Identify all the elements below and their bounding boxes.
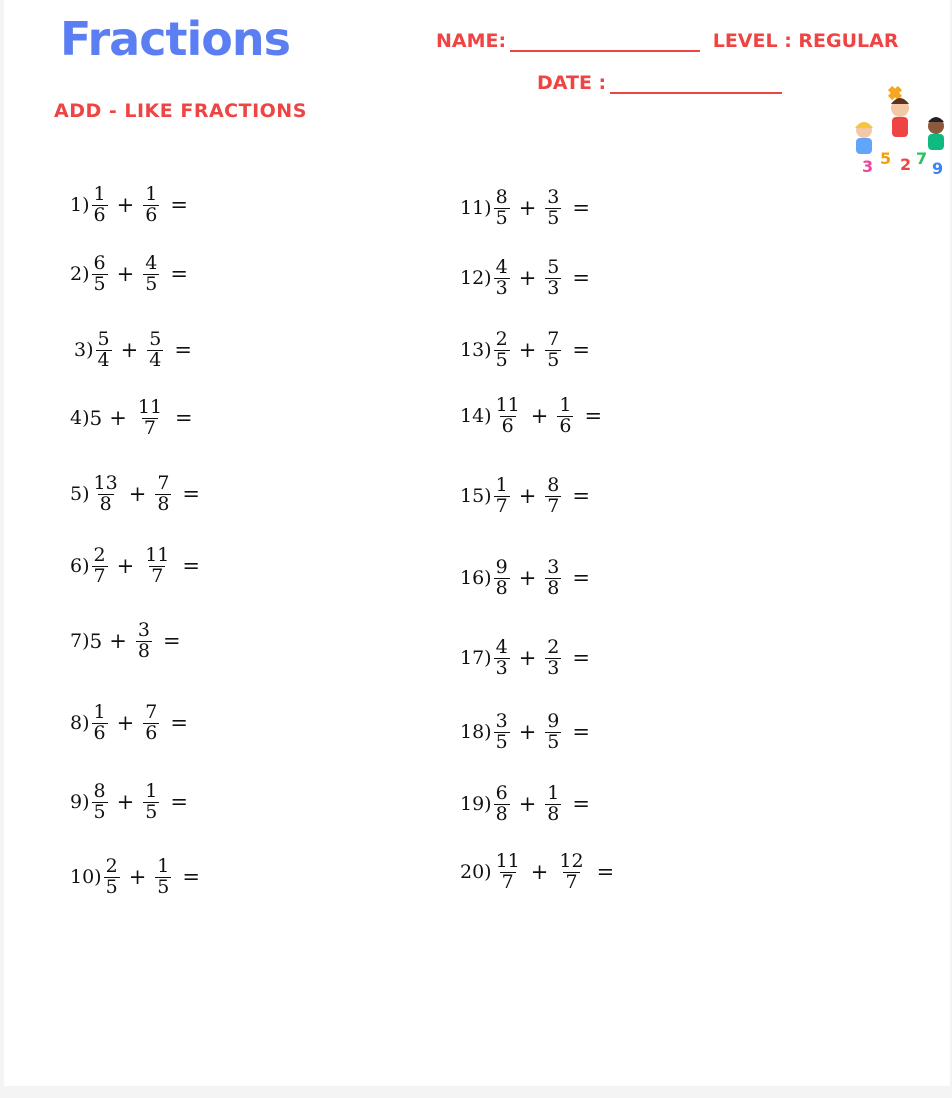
problem-item (70, 782, 188, 823)
page-title: Fractions (60, 12, 290, 66)
denominator: 5 (145, 800, 158, 823)
fraction (494, 396, 522, 437)
equals-sign: = (572, 646, 590, 671)
fraction (545, 258, 561, 299)
denominator: 8 (547, 576, 560, 599)
numerator: 13 (93, 472, 118, 494)
denominator: 6 (93, 721, 106, 744)
problem-number: 14) (460, 405, 492, 428)
date-label: DATE : (537, 72, 607, 94)
fraction (143, 254, 159, 295)
problem-number: 7) (70, 630, 90, 653)
problem-number: 3) (74, 339, 94, 362)
plus-sign: + (116, 262, 135, 287)
fraction (136, 398, 164, 439)
fraction (155, 857, 171, 898)
svg-text:7: 7 (916, 149, 928, 168)
denominator: 3 (547, 276, 560, 299)
denominator: 7 (565, 870, 578, 893)
whole-number: 5 (89, 406, 103, 431)
fraction (147, 330, 163, 371)
worksheet-page (4, 0, 950, 1086)
fraction (494, 258, 510, 299)
fraction (494, 638, 510, 679)
problem-number: 13) (460, 339, 492, 362)
fraction (92, 782, 108, 823)
svg-text:3: 3 (862, 157, 874, 176)
denominator: 6 (93, 203, 106, 226)
fraction (494, 712, 510, 753)
plus-sign: + (518, 566, 537, 591)
plus-sign: + (109, 629, 127, 654)
numerator: 1 (93, 183, 106, 205)
numerator: 1 (559, 394, 572, 416)
equals-sign: = (170, 711, 188, 736)
denominator: 8 (157, 492, 170, 515)
problem-item (70, 703, 188, 744)
numerator: 1 (145, 183, 158, 205)
level-label: LEVEL : REGULAR (712, 30, 899, 52)
equals-sign: = (182, 865, 200, 890)
problem-item (70, 621, 181, 662)
plus-sign: + (530, 404, 549, 429)
plus-sign: + (116, 554, 135, 579)
plus-sign: + (518, 196, 537, 221)
numerator: 4 (145, 252, 158, 274)
numerator: 5 (547, 256, 560, 278)
equals-sign: = (572, 720, 590, 745)
fraction (143, 185, 159, 226)
denominator: 6 (145, 721, 158, 744)
problem-item (70, 857, 200, 898)
fraction (96, 330, 112, 371)
fraction (494, 476, 510, 517)
numerator: 1 (547, 782, 560, 804)
numerator: 11 (137, 396, 163, 418)
denominator: 8 (137, 639, 150, 662)
equals-sign: = (572, 266, 590, 291)
numerator: 11 (495, 394, 520, 416)
fraction (92, 254, 108, 295)
plus-sign: + (518, 338, 537, 363)
fraction (155, 474, 171, 515)
equals-sign: = (182, 482, 201, 507)
numerator: 7 (145, 701, 158, 723)
name-blank[interactable] (510, 50, 700, 52)
denominator: 3 (547, 656, 560, 679)
numerator: 8 (495, 186, 508, 208)
problem-item (460, 638, 590, 679)
fraction (557, 396, 573, 437)
denominator: 5 (93, 800, 106, 823)
equals-sign: = (170, 262, 188, 287)
plus-sign: + (518, 792, 537, 817)
plus-sign: + (518, 266, 537, 291)
denominator: 3 (495, 656, 508, 679)
problem-item (460, 330, 590, 371)
fraction (92, 546, 108, 587)
numerator: 11 (145, 544, 170, 566)
fraction (143, 703, 159, 744)
whole-number: 5 (89, 629, 103, 654)
numerator: 2 (105, 855, 118, 877)
fraction (494, 188, 510, 229)
problem-item (460, 852, 614, 893)
fraction (545, 476, 561, 517)
fraction (494, 784, 510, 825)
equals-sign: = (572, 792, 590, 817)
problem-number: 19) (460, 793, 492, 816)
fraction (545, 784, 561, 825)
plus-sign: + (530, 860, 549, 885)
equals-sign: = (572, 484, 590, 509)
fraction (545, 558, 561, 599)
problem-item (70, 546, 200, 587)
denominator: 5 (157, 875, 170, 898)
equals-sign: = (170, 193, 188, 218)
plus-sign: + (116, 193, 135, 218)
numerator: 7 (547, 328, 560, 350)
numerator: 9 (547, 710, 560, 732)
equals-sign: = (175, 406, 193, 431)
problem-number: 9) (70, 791, 90, 814)
numerator: 4 (495, 256, 508, 278)
fraction (92, 185, 108, 226)
numerator: 1 (495, 474, 508, 496)
kids-illustration (842, 84, 952, 184)
equals-sign: = (170, 790, 188, 815)
denominator: 7 (143, 416, 156, 439)
numerator: 9 (495, 556, 508, 578)
numerator: 6 (93, 252, 106, 274)
problem-item (460, 396, 602, 437)
numerator: 3 (137, 619, 150, 641)
denominator: 6 (559, 414, 572, 437)
date-blank[interactable] (610, 92, 782, 94)
denominator: 5 (145, 272, 158, 295)
denominator: 7 (495, 494, 508, 517)
denominator: 7 (501, 870, 514, 893)
problem-number: 16) (460, 567, 492, 590)
numerator: 1 (93, 701, 106, 723)
problem-number: 6) (70, 555, 90, 578)
fraction (494, 558, 510, 599)
denominator: 7 (93, 564, 106, 587)
problem-item (70, 474, 200, 515)
denominator: 5 (495, 730, 508, 753)
svg-text:5: 5 (880, 149, 892, 168)
problem-item (460, 476, 590, 517)
problem-number: 2) (70, 263, 90, 286)
problem-number: 11) (460, 197, 492, 220)
plus-sign: + (109, 406, 127, 431)
numerator: 1 (157, 855, 170, 877)
denominator: 8 (547, 802, 560, 825)
fraction (545, 330, 561, 371)
numerator: 3 (547, 186, 560, 208)
denominator: 5 (547, 348, 560, 371)
numerator: 8 (93, 780, 106, 802)
fraction (92, 474, 120, 515)
numerator: 12 (559, 850, 584, 872)
denominator: 6 (145, 203, 158, 226)
denominator: 5 (547, 206, 560, 229)
problem-item (460, 784, 590, 825)
plus-sign: + (116, 711, 135, 736)
problem-number: 12) (460, 267, 492, 290)
numerator: 2 (93, 544, 106, 566)
problem-number: 20) (460, 861, 492, 884)
fraction (494, 852, 522, 893)
numerator: 5 (149, 328, 162, 350)
numerator: 6 (495, 782, 508, 804)
plus-sign: + (120, 338, 139, 363)
plus-sign: + (116, 790, 135, 815)
denominator: 3 (495, 276, 508, 299)
fraction (557, 852, 585, 893)
numerator: 2 (547, 636, 560, 658)
fraction (104, 857, 120, 898)
problem-item (460, 188, 590, 229)
fraction (545, 712, 561, 753)
denominator: 6 (501, 414, 514, 437)
equals-sign: = (162, 629, 181, 654)
problem-number: 17) (460, 647, 492, 670)
equals-sign: = (174, 338, 192, 363)
equals-sign: = (572, 338, 590, 363)
name-row (436, 30, 899, 52)
problem-item (70, 398, 193, 439)
problem-item (70, 254, 188, 295)
denominator: 8 (99, 492, 112, 515)
equals-sign: = (182, 554, 201, 579)
problem-number: 10) (70, 866, 102, 889)
denominator: 5 (105, 875, 118, 898)
problem-item (460, 712, 590, 753)
denominator: 7 (151, 564, 164, 587)
numerator: 4 (495, 636, 508, 658)
numerator: 11 (495, 850, 520, 872)
problem-number: 1) (70, 194, 90, 217)
name-label: NAME: (436, 30, 507, 52)
problem-item (460, 258, 590, 299)
numerator: 8 (547, 474, 560, 496)
problem-number: 18) (460, 721, 492, 744)
denominator: 4 (149, 348, 162, 371)
fraction (545, 638, 561, 679)
fraction (545, 188, 561, 229)
plus-sign: + (518, 720, 537, 745)
problem-number: 5) (70, 483, 90, 506)
numerator: 1 (145, 780, 158, 802)
plus-sign: + (128, 865, 147, 890)
denominator: 5 (495, 206, 508, 229)
worksheet-subtitle: ADD - LIKE FRACTIONS (54, 100, 307, 122)
problem-item (70, 185, 188, 226)
numerator: 5 (97, 328, 110, 350)
date-row (537, 72, 782, 94)
equals-sign: = (572, 566, 590, 591)
fraction (136, 621, 152, 662)
denominator: 7 (547, 494, 560, 517)
problem-item (74, 330, 192, 371)
problem-item (460, 558, 590, 599)
equals-sign: = (584, 404, 603, 429)
numerator: 3 (495, 710, 508, 732)
denominator: 8 (495, 576, 508, 599)
problem-number: 15) (460, 485, 492, 508)
fraction (92, 703, 108, 744)
plus-sign: + (128, 482, 147, 507)
svg-text:9: 9 (932, 159, 944, 178)
fraction (143, 782, 159, 823)
problem-number: 4) (70, 407, 90, 430)
denominator: 8 (495, 802, 508, 825)
fraction (494, 330, 510, 371)
problem-number: 8) (70, 712, 90, 735)
svg-text:2: 2 (900, 155, 912, 174)
plus-sign: + (518, 646, 537, 671)
denominator: 5 (547, 730, 560, 753)
numerator: 7 (157, 472, 170, 494)
denominator: 4 (97, 348, 110, 371)
numerator: 3 (547, 556, 560, 578)
denominator: 5 (495, 348, 508, 371)
equals-sign: = (596, 860, 615, 885)
fraction (143, 546, 171, 587)
plus-sign: + (518, 484, 537, 509)
denominator: 5 (93, 272, 106, 295)
numerator: 2 (495, 328, 508, 350)
equals-sign: = (572, 196, 590, 221)
